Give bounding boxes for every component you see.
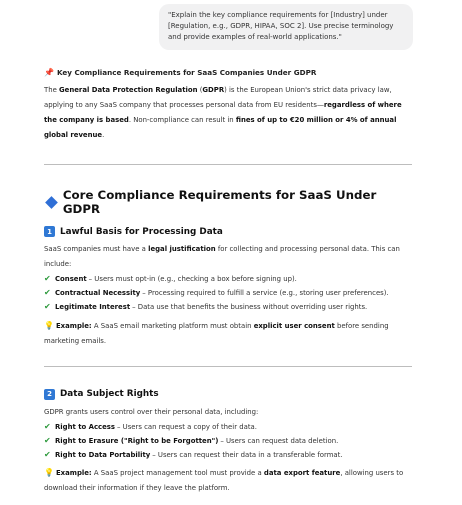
section-1-title: Lawful Basis for Processing Data xyxy=(60,226,223,237)
section-2-title: Data Subject Rights xyxy=(60,389,159,400)
example-text: before sending marketing emails. xyxy=(44,321,389,345)
list-item-term: Consent xyxy=(55,275,87,283)
blue-diamond-icon xyxy=(45,196,58,209)
lead-text: for collecting and processing personal data. This can include: xyxy=(44,245,400,268)
core-heading xyxy=(44,188,412,216)
list-item xyxy=(44,420,412,434)
list-item-desc: – Data use that benefits the business without overriding user rights. xyxy=(132,303,368,312)
section-2-heading xyxy=(44,389,412,400)
check-mark-icon: ✔ xyxy=(44,288,51,298)
light-bulb-icon: 💡 xyxy=(44,320,54,330)
section-2-lead xyxy=(44,405,412,420)
list-item xyxy=(44,434,412,448)
check-mark-icon: ✔ xyxy=(44,450,51,460)
list-item xyxy=(44,300,412,314)
list-item-term: Right to Erasure ("Right to be Forgotten") xyxy=(55,436,219,445)
number-2-icon: 2 xyxy=(44,389,55,400)
intro-bold-fines: fines of up to €20 million or 4% of annual global revenue xyxy=(44,116,397,139)
check-mark-icon: ✔ xyxy=(44,302,51,312)
list-item xyxy=(44,272,412,286)
list-item-desc: – Processing required to fulfill a service (e.g., storing user preferences). xyxy=(142,289,389,298)
intro-title xyxy=(44,68,412,77)
list-item-desc: – Users can request data deletion. xyxy=(220,436,339,445)
list-item-term: Right to Data Portability xyxy=(55,451,151,460)
intro-bold-gdpr-name: General Data Protection Regulation xyxy=(59,86,198,94)
light-bulb-icon: 💡 xyxy=(44,468,54,478)
check-mark-icon: ✔ xyxy=(44,421,51,431)
intro-text: . xyxy=(102,131,105,139)
example-label: Example: xyxy=(55,321,92,330)
pushpin-icon: 📌 xyxy=(44,68,54,77)
section-2-list xyxy=(44,420,412,463)
number-1-icon: 1 xyxy=(44,226,55,237)
lead-text: SaaS companies must have a xyxy=(44,245,149,253)
user-prompt-text: "Explain the key compliance requirements for [Industry] under [Regulation, e.g., GDPR, HIPAA, SOC 2]. Use precise terminology and provide examples of real-world applications." xyxy=(168,11,394,41)
section-1-example xyxy=(44,318,412,349)
example-text: A SaaS project management tool must provide a xyxy=(91,469,264,478)
example-text: , allowing users to download their information if they leave the platform. xyxy=(44,469,404,493)
example-bold: data export feature xyxy=(263,469,341,478)
intro-text: The xyxy=(44,86,60,94)
check-mark-icon: ✔ xyxy=(44,435,51,445)
lead-text: GDPR grants users control over their personal data, including: xyxy=(44,407,259,416)
core-heading-text: Core Compliance Requirements for SaaS Under GDPR xyxy=(62,188,377,216)
intro-paragraph xyxy=(44,83,412,143)
list-item-term: Contractual Necessity xyxy=(55,289,141,298)
list-item-term: Right to Access xyxy=(55,422,116,431)
section-1-heading xyxy=(44,226,412,237)
intro-text: . Non-compliance can result in xyxy=(128,116,236,124)
example-label: Example: xyxy=(55,469,92,478)
list-item xyxy=(44,286,412,300)
lead-bold: legal justification xyxy=(148,245,216,253)
list-item-desc: – Users can request their data in a transferable format. xyxy=(152,451,343,460)
divider xyxy=(44,366,412,367)
intro-text: ( xyxy=(197,86,203,94)
intro-title-text: Key Compliance Requirements for SaaS Companies Under GDPR xyxy=(56,68,317,77)
intro-bold-regardless: regardless of where the company is based xyxy=(44,101,402,124)
list-item-term: Legitimate Interest xyxy=(55,303,131,312)
section-1-list xyxy=(44,272,412,315)
section-1-lead xyxy=(44,242,412,272)
divider xyxy=(44,164,412,165)
check-mark-icon: ✔ xyxy=(44,274,51,283)
example-text: A SaaS email marketing platform must obtain xyxy=(91,321,254,330)
example-bold: explicit user consent xyxy=(253,321,335,330)
intro-text: ) is the European Union's strict data privacy law, applying to any SaaS company that processes personal data from EU residents— xyxy=(44,86,392,109)
section-2-example xyxy=(44,465,412,496)
list-item-desc: – Users can request a copy of their data. xyxy=(117,422,257,431)
list-item-desc: – Users must opt-in (e.g., checking a box before signing up). xyxy=(88,275,297,283)
user-prompt-bubble xyxy=(159,4,413,50)
assistant-response xyxy=(44,68,412,496)
list-item xyxy=(44,448,412,462)
intro-bold-gdpr: GDPR xyxy=(202,86,225,94)
